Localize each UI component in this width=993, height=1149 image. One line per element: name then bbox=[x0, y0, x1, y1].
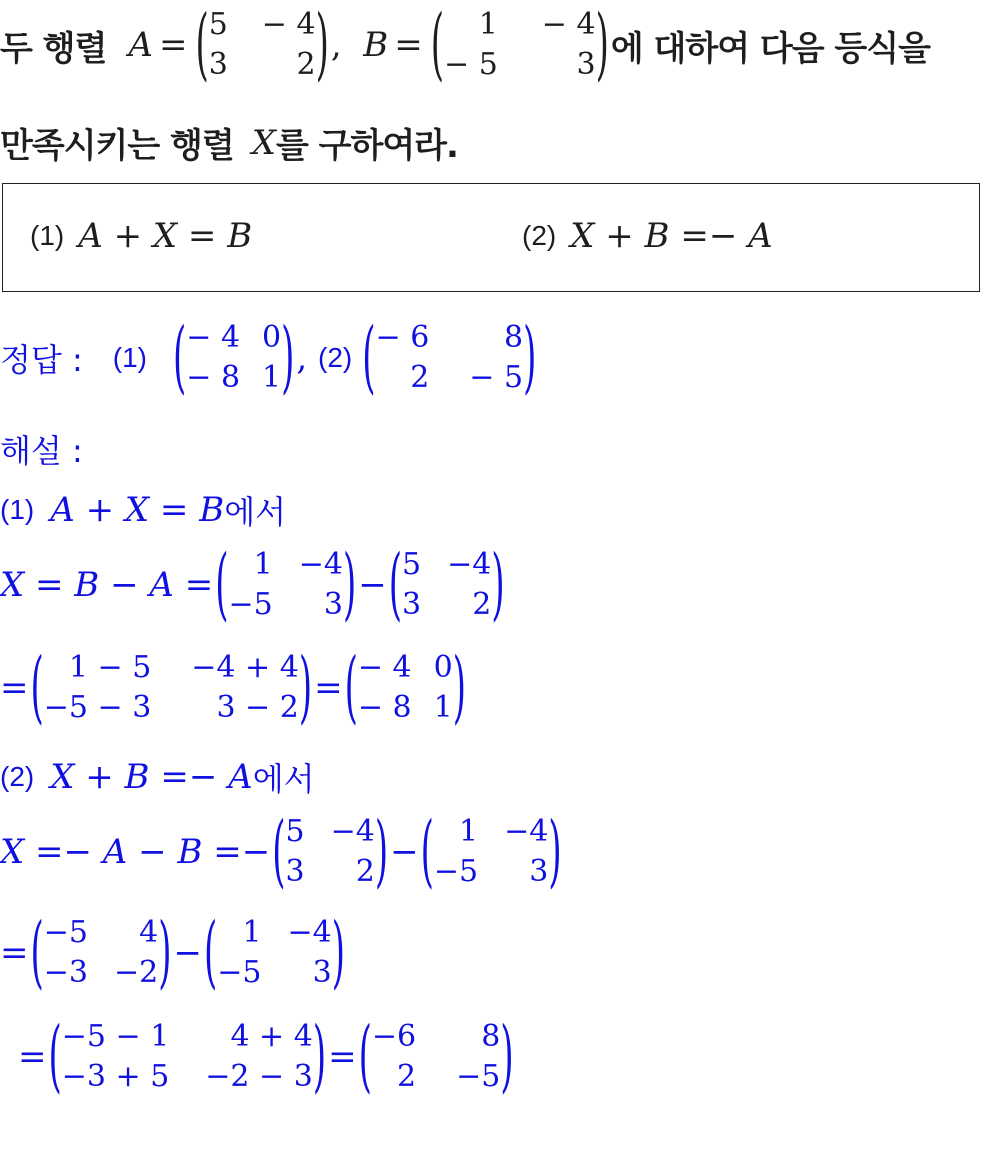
left-paren: ( bbox=[215, 539, 229, 631]
matrix-cell: 2 bbox=[472, 587, 492, 622]
matrix-cell: 5 bbox=[285, 814, 305, 849]
matrix-cell: −3 bbox=[43, 955, 88, 990]
minus-sign: − bbox=[173, 933, 202, 973]
condition-1-number: (1) bbox=[30, 220, 65, 251]
matrix-cell: 3 bbox=[285, 854, 305, 889]
matrix-cell: −2 − 3 bbox=[205, 1059, 313, 1094]
matrix-cell: −5 bbox=[217, 955, 262, 990]
left-paren: ( bbox=[358, 1011, 372, 1103]
problem-line2-start: 만족시키는 행렬 bbox=[0, 126, 234, 166]
matrix-cell: 4 + 4 bbox=[230, 1019, 313, 1054]
matrix-cell: −4 bbox=[447, 547, 492, 582]
matrix-cell: 3 − 2 bbox=[216, 690, 299, 725]
matrix-a bbox=[195, 0, 329, 91]
right-paren: ) bbox=[500, 1011, 514, 1103]
solution-1-header bbox=[0, 487, 286, 533]
solution-1-step-1-lhs: X = B − A = bbox=[0, 565, 214, 605]
matrix-cell: 0 bbox=[433, 650, 453, 685]
matrix-cell: − 4 bbox=[541, 7, 596, 42]
equals-sign: = bbox=[314, 668, 343, 708]
problem-line-1 bbox=[0, 0, 930, 91]
matrix-cell: −4 bbox=[287, 915, 332, 950]
solution-1-step-1 bbox=[0, 539, 507, 631]
right-paren: ) bbox=[298, 642, 313, 734]
left-paren: ( bbox=[388, 539, 403, 631]
solution-2-header bbox=[0, 754, 315, 800]
solution-2-number: (2) bbox=[0, 761, 35, 792]
answer-line bbox=[0, 312, 538, 404]
matrix-cell: 1 bbox=[433, 690, 453, 725]
matrix-cell: − 5 bbox=[444, 47, 498, 82]
left-paren: ( bbox=[48, 1011, 62, 1103]
left-paren: ( bbox=[272, 806, 286, 898]
right-paren: ) bbox=[342, 539, 357, 631]
matrix-cell: 2 bbox=[410, 360, 430, 395]
matrix-cell: 1 − 5 bbox=[68, 650, 152, 685]
equals-sign: = bbox=[0, 668, 29, 708]
condition-2-equation: X + B =− A bbox=[570, 216, 773, 256]
matrix-cell: −5 bbox=[43, 915, 88, 950]
problem-line-2 bbox=[0, 118, 458, 167]
right-paren: ) bbox=[523, 312, 537, 404]
matrix-cell: 1 bbox=[262, 360, 282, 395]
equals-sign: = bbox=[394, 25, 423, 65]
problem-intro: 두 행렬 bbox=[0, 28, 107, 69]
matrix-cell: 1 bbox=[459, 814, 479, 849]
equals-sign: = bbox=[0, 933, 29, 973]
matrix-cell: − 4 bbox=[357, 650, 412, 685]
condition-2 bbox=[522, 216, 773, 256]
matrix-cell: 8 bbox=[503, 320, 524, 355]
matrix-cell: 4 bbox=[139, 915, 159, 950]
minus-sign: − bbox=[390, 832, 419, 872]
right-paren: ) bbox=[281, 312, 295, 404]
matrix-cell: 5 bbox=[402, 547, 422, 582]
matrix-b-name: B bbox=[363, 25, 389, 65]
right-paren: ) bbox=[312, 1011, 327, 1103]
matrix-cell: 8 bbox=[481, 1019, 501, 1054]
answer-1-matrix bbox=[173, 312, 295, 404]
left-paren: ( bbox=[420, 806, 434, 898]
right-paren: ) bbox=[315, 0, 329, 91]
solution-1-equation: A + X = B bbox=[50, 490, 225, 530]
right-paren: ) bbox=[548, 806, 562, 898]
matrix-cell: 3 bbox=[208, 47, 228, 82]
matrix-cell: − 6 bbox=[375, 320, 430, 355]
matrix-cell: −4 bbox=[504, 814, 549, 849]
solution-2-suffix: 에서 bbox=[252, 760, 315, 798]
matrix-b bbox=[430, 0, 609, 91]
answer-label: 정답 : bbox=[0, 341, 83, 379]
equals-sign: = bbox=[18, 1037, 47, 1077]
matrix-cell: 3 bbox=[576, 47, 596, 82]
matrix-cell: −2 bbox=[114, 955, 159, 990]
matrix-cell: − 4 bbox=[186, 320, 241, 355]
matrix-cell: 3 bbox=[323, 587, 343, 622]
matrix-x-name: X bbox=[251, 122, 276, 163]
matrix-cell: 3 bbox=[312, 955, 332, 990]
explanation-label-line bbox=[0, 426, 83, 472]
solution-2-step-3 bbox=[18, 1011, 516, 1103]
minus-sign: − bbox=[358, 565, 387, 605]
left-paren: ( bbox=[173, 312, 187, 404]
matrix-cell: −4 bbox=[298, 547, 343, 582]
right-paren: ) bbox=[491, 539, 505, 631]
matrix-cell: − 8 bbox=[186, 360, 241, 395]
matrix-cell: −6 bbox=[371, 1019, 417, 1054]
condition-1-equation: A + X = B bbox=[78, 216, 253, 256]
matrix-cell: − 8 bbox=[357, 690, 412, 725]
matrix-difference bbox=[30, 642, 313, 734]
solution-1-suffix: 에서 bbox=[224, 493, 287, 531]
solution-1-number: (1) bbox=[0, 494, 35, 525]
matrix-cell: −3 + 5 bbox=[61, 1059, 170, 1094]
equals-sign: = bbox=[328, 1037, 357, 1077]
matrix-a bbox=[272, 806, 389, 898]
right-paren: ) bbox=[452, 642, 466, 734]
comma: , bbox=[296, 338, 319, 378]
solution-1-step-2 bbox=[0, 642, 468, 734]
matrix-cell: 3 bbox=[402, 587, 422, 622]
left-paren: ( bbox=[30, 907, 44, 999]
comma: , bbox=[330, 25, 364, 65]
condition-1 bbox=[30, 216, 252, 256]
matrix-cell: 2 bbox=[355, 854, 375, 889]
matrix-cell: 1 bbox=[478, 7, 498, 42]
left-paren: ( bbox=[362, 312, 376, 404]
matrix-cell: 5 bbox=[208, 7, 228, 42]
matrix-cell: 0 bbox=[262, 320, 282, 355]
answer-2-number: (2) bbox=[318, 342, 353, 373]
right-paren: ) bbox=[331, 907, 345, 999]
matrix-cell: 2 bbox=[296, 47, 316, 82]
answer-1-number: (1) bbox=[112, 342, 148, 373]
explanation-label: 해설 : bbox=[0, 432, 83, 470]
matrix-b bbox=[215, 539, 357, 631]
matrix-a-name: A bbox=[128, 25, 153, 65]
left-paren: ( bbox=[195, 0, 209, 91]
matrix-cell: 1 bbox=[253, 547, 273, 582]
right-paren: ) bbox=[158, 907, 172, 999]
problem-sentence-end: 에 대하여 다음 등식을 bbox=[610, 28, 930, 69]
matrix-cell: −4 bbox=[330, 814, 375, 849]
solution-2-step-1-lhs: X =− A − B =− bbox=[0, 832, 271, 872]
matrix-cell: −4 + 4 bbox=[191, 650, 299, 685]
matrix-cell: −5 − 1 bbox=[61, 1019, 170, 1054]
matrix-cell: −5 bbox=[433, 854, 479, 889]
matrix-result-2 bbox=[358, 1011, 514, 1103]
left-paren: ( bbox=[30, 642, 44, 734]
matrix-cell: − 5 bbox=[469, 360, 524, 395]
matrix-cell: −5 − 3 bbox=[43, 690, 152, 725]
solution-2-step-1 bbox=[0, 806, 564, 898]
right-paren: ) bbox=[595, 0, 609, 91]
matrix-cell: − 4 bbox=[261, 7, 316, 42]
matrix-cell: 2 bbox=[397, 1059, 417, 1094]
matrix-difference bbox=[48, 1011, 327, 1103]
right-paren: ) bbox=[374, 806, 389, 898]
matrix-b bbox=[420, 806, 562, 898]
left-paren: ( bbox=[430, 0, 445, 91]
matrix-result-1 bbox=[344, 642, 466, 734]
problem-line2-end: 를 구하여라. bbox=[275, 126, 458, 166]
left-paren: ( bbox=[204, 907, 218, 999]
left-paren: ( bbox=[344, 642, 358, 734]
matrix-a bbox=[388, 539, 505, 631]
equals-sign: = bbox=[158, 25, 188, 65]
matrix-cell: 1 bbox=[242, 915, 262, 950]
matrix-cell: 3 bbox=[529, 854, 549, 889]
solution-2-equation: X + B =− A bbox=[50, 757, 253, 797]
matrix-cell: −5 bbox=[456, 1059, 501, 1094]
matrix-cell: −5 bbox=[228, 587, 273, 622]
condition-2-number: (2) bbox=[522, 220, 557, 251]
answer-2-matrix bbox=[362, 312, 537, 404]
